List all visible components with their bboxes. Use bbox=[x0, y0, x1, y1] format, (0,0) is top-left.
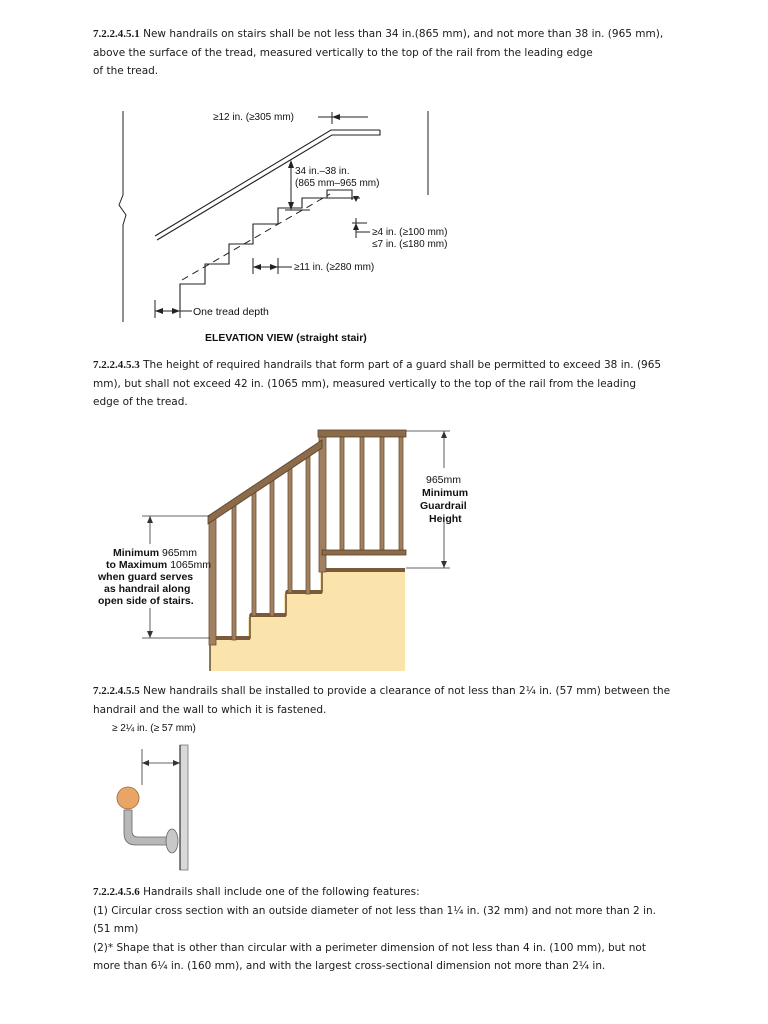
arrowhead bbox=[441, 561, 447, 568]
arrowhead bbox=[155, 308, 163, 314]
paragraph-handrail-clearance bbox=[93, 682, 693, 719]
level-bottom-rail bbox=[322, 550, 406, 555]
handrail-cross-section bbox=[117, 787, 139, 809]
tread bbox=[322, 568, 405, 572]
text-line: (51 mm) bbox=[93, 923, 139, 935]
baluster bbox=[360, 434, 364, 554]
arrowhead bbox=[147, 631, 153, 638]
guardrail-diagram bbox=[0, 420, 768, 680]
label-when-guard: when guard serves bbox=[98, 571, 194, 583]
label-clearance: ≥ 2¼ in. (≥ 57 mm) bbox=[112, 723, 196, 734]
arrowhead bbox=[353, 196, 359, 202]
bracket-wall-plate bbox=[166, 829, 178, 853]
arrowhead bbox=[353, 223, 359, 230]
label-height-range: 34 in.–38 in. bbox=[295, 166, 350, 177]
arrowhead bbox=[288, 202, 294, 210]
newel-post bbox=[209, 517, 216, 645]
text-line: mm), but shall not exceed 42 in. (1065 mm), measured vertically to the top of the rail from the leading bbox=[93, 377, 637, 390]
baluster bbox=[252, 488, 256, 616]
elevation-view-diagram bbox=[0, 0, 768, 344]
arrowhead bbox=[173, 760, 180, 766]
paragraph-guard-handrail bbox=[93, 356, 693, 412]
figure-caption: ELEVATION VIEW (straight stair) bbox=[205, 332, 367, 344]
label-riser-min: ≥4 in. (≥100 mm) bbox=[372, 227, 448, 238]
section-number: 7.2.2.4.5.3 bbox=[93, 359, 140, 371]
label-height-range-mm: (865 mm–965 mm) bbox=[295, 178, 380, 189]
arrowhead bbox=[441, 431, 447, 438]
text-line: edge of the tread. bbox=[93, 396, 188, 408]
text-line: (2)* Shape that is other than circular with a perimeter dimension of not less than 4 in. (100 mm), but not bbox=[93, 941, 646, 954]
text-line: handrail and the wall to which it is fastened. bbox=[93, 703, 327, 716]
text-line: The height of required handrails that form part of a guard shall be permitted to exceed 38 in. (965 bbox=[139, 359, 662, 371]
text-line: New handrails shall be installed to provide a clearance of not less than 2¼ in. (57 mm) between the bbox=[139, 685, 671, 697]
label-open-side: open side of stairs. bbox=[98, 595, 194, 607]
label-value: 965mm bbox=[162, 547, 198, 559]
left-wall-line bbox=[119, 111, 126, 322]
handrail-clearance-diagram bbox=[0, 715, 768, 875]
label-min-extension: ≥12 in. (≥305 mm) bbox=[213, 112, 295, 123]
label-max-height bbox=[106, 559, 211, 571]
arrowhead bbox=[270, 264, 278, 270]
section-number: 7.2.2.4.5.6 bbox=[93, 886, 140, 898]
arrowhead bbox=[147, 516, 153, 523]
label-text: to Maximum bbox=[106, 559, 171, 571]
label-tread-depth: One tread depth bbox=[193, 306, 269, 318]
text-line: of the tread. bbox=[93, 65, 159, 77]
label-guard-height-value: 965mm bbox=[426, 474, 462, 486]
arrowhead bbox=[142, 760, 149, 766]
text-line: more than 6¼ in. (160 mm), and with the largest cross-sectional dimension not more than 2¼ in. bbox=[93, 960, 606, 972]
arrowhead bbox=[253, 264, 261, 270]
handrail-bracket bbox=[124, 810, 170, 845]
label-value: 1065mm bbox=[170, 559, 212, 571]
label-min-height bbox=[113, 547, 197, 559]
baluster bbox=[340, 434, 344, 554]
label-guard-minimum: Minimum bbox=[422, 487, 469, 499]
wall bbox=[180, 745, 188, 870]
arrowhead bbox=[172, 308, 180, 314]
text-line: Handrails shall include one of the following features: bbox=[139, 886, 420, 898]
baluster bbox=[399, 434, 403, 554]
label-as-handrail: as handrail along bbox=[104, 583, 191, 595]
baluster bbox=[380, 434, 384, 554]
section-number: 7.2.2.4.5.1 bbox=[93, 28, 140, 40]
arrowhead bbox=[332, 114, 340, 120]
text-line: (1) Circular cross section with an outside diameter of not less than 1¼ in. (32 mm) and not more than 2 in. bbox=[93, 904, 656, 917]
label-guard-height: Height bbox=[429, 513, 462, 525]
level-handrail bbox=[318, 430, 406, 437]
stair-profile bbox=[180, 190, 352, 310]
label-guard-guardrail: Guardrail bbox=[420, 500, 467, 512]
label-tread-min: ≥11 in. (≥280 mm) bbox=[294, 262, 375, 273]
baluster bbox=[288, 463, 292, 593]
sloped-handrail bbox=[208, 440, 322, 524]
label-riser-max: ≤7 in. (≤180 mm) bbox=[372, 239, 448, 250]
section-number: 7.2.2.4.5.5 bbox=[93, 685, 140, 697]
paragraph-handrail-shape bbox=[93, 883, 693, 976]
text-line: New handrails on stairs shall be not less than 34 in.(865 mm), and not more than 38 in. (965 mm), bbox=[139, 28, 664, 40]
text-line: above the surface of the tread, measured vertically to the top of the rail from the leading edge bbox=[93, 46, 593, 59]
label-text: Minimum bbox=[113, 547, 162, 559]
